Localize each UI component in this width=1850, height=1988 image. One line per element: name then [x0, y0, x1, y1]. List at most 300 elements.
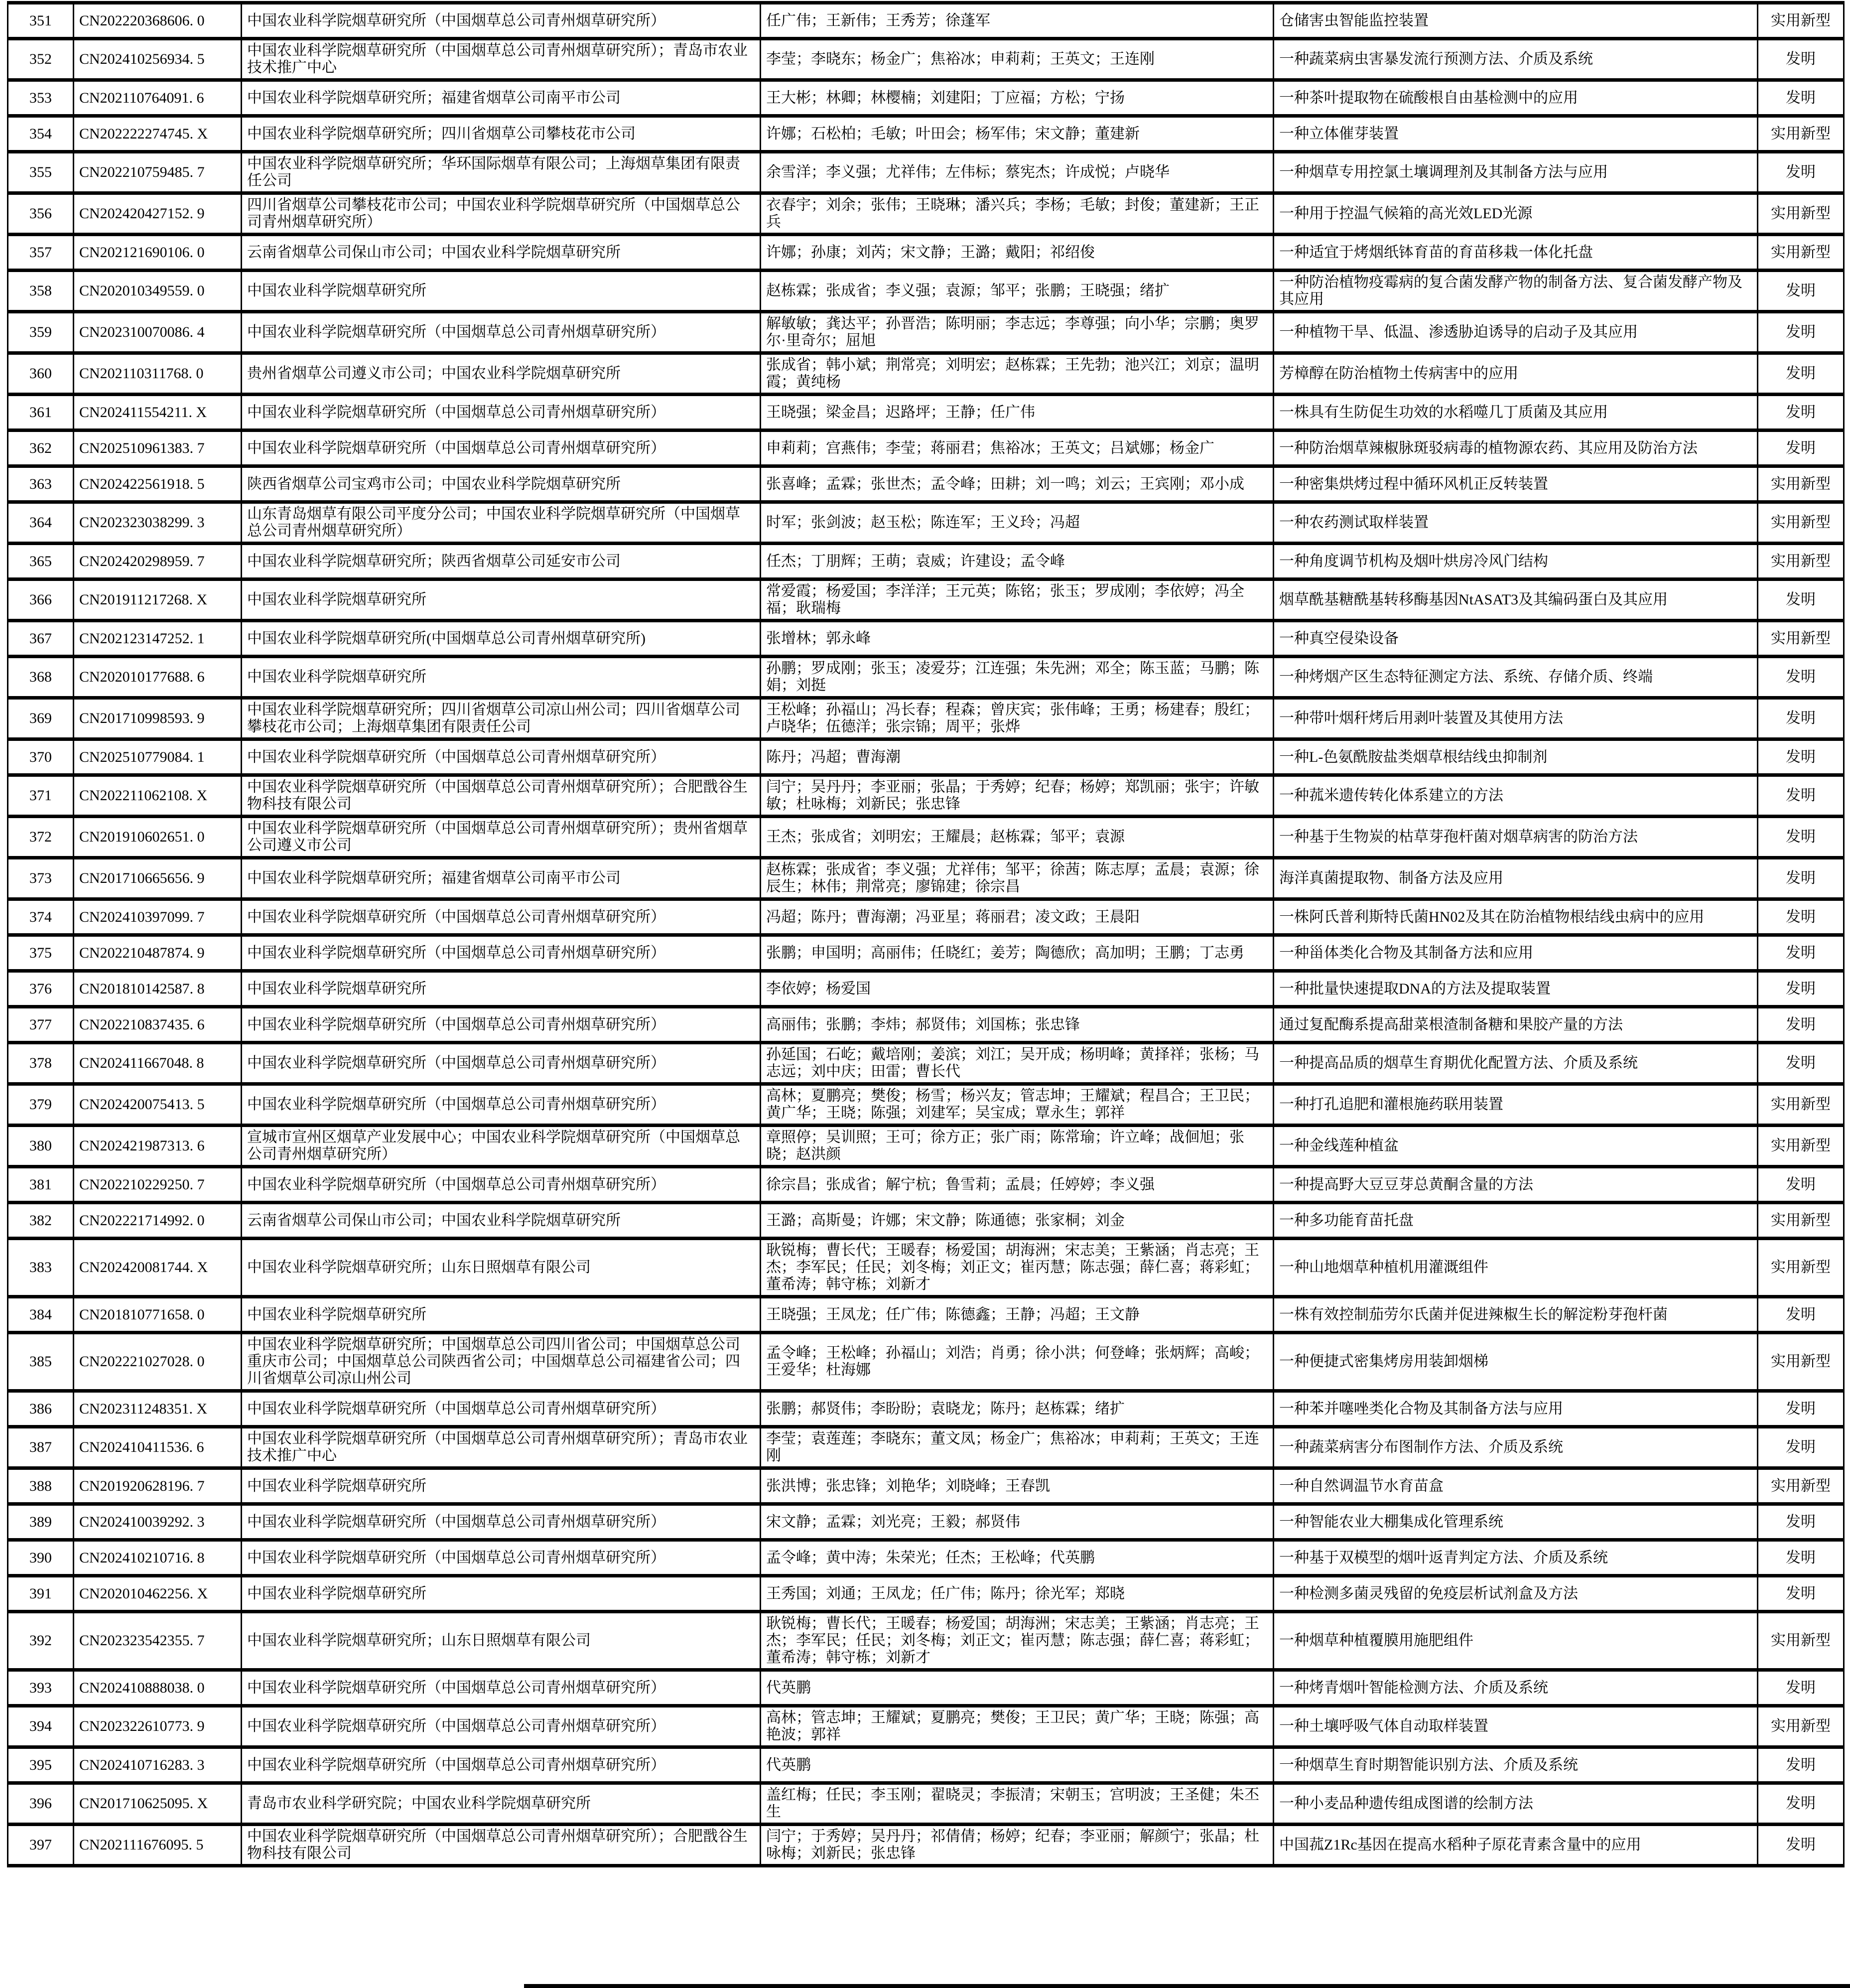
- patent-title-cell: 一种打孔追肥和灌根施药联用装置: [1274, 1084, 1758, 1126]
- patent-title-cell: 芳樟醇在防治植物土传病害中的应用: [1274, 353, 1758, 395]
- patent-type-cell: 发明: [1758, 395, 1844, 430]
- patent-title-cell: 一种烟草种植覆膜用施肥组件: [1274, 1612, 1758, 1670]
- applicant-cell: 中国农业科学院烟草研究所（中国烟草总公司青州烟草研究所）；合肥戬谷生物科技有限公司: [242, 1825, 761, 1866]
- applicant-cell: 中国农业科学院烟草研究所（中国烟草总公司青州烟草研究所）；合肥戬谷生物科技有限公司: [242, 775, 761, 817]
- patent-number-cell: CN201810142587. 8: [74, 971, 242, 1007]
- patent-number-cell: CN202222274745. X: [74, 116, 242, 152]
- serial-number-cell: 367: [8, 621, 74, 657]
- inventors-cell: 王松峰；孙福山；冯长春；程森；曾庆宾；张伟峰；王勇；杨建春；殷红；卢晓华；伍德洋；张宗锦；周平；张烨: [761, 698, 1274, 739]
- patent-number-cell: CN202410888038. 0: [74, 1670, 242, 1706]
- patent-number-cell: CN202210487874. 9: [74, 935, 242, 971]
- patent-type-cell: 发明: [1758, 1043, 1844, 1084]
- applicant-cell: 云南省烟草公司保山市公司；中国农业科学院烟草研究所: [242, 235, 761, 271]
- applicant-cell: 中国农业科学院烟草研究所: [242, 1468, 761, 1504]
- patent-title-cell: 一种用于控温气候箱的高光效LED光源: [1274, 193, 1758, 235]
- inventors-cell: 许娜；石松柏；毛敏；叶田会；杨军伟；宋文静；董建新: [761, 116, 1274, 152]
- patent-number-cell: CN202210229250. 7: [74, 1167, 242, 1203]
- patent-title-cell: 一种烤烟产区生态特征测定方法、系统、存储介质、终端: [1274, 657, 1758, 698]
- patent-type-cell: 实用新型: [1758, 193, 1844, 235]
- serial-number-cell: 365: [8, 544, 74, 579]
- patent-title-cell: 一种山地烟草种植机用灌溉组件: [1274, 1239, 1758, 1297]
- serial-number-cell: 356: [8, 193, 74, 235]
- applicant-cell: 中国农业科学院烟草研究所；中国烟草总公司四川省公司；中国烟草总公司重庆市公司；中国烟草总公司陕西省公司；中国烟草总公司福建省公司；四川省烟草公司凉山州公司: [242, 1333, 761, 1391]
- patent-type-cell: 实用新型: [1758, 502, 1844, 544]
- patent-title-cell: 一种金线莲种植盆: [1274, 1126, 1758, 1167]
- applicant-cell: 中国农业科学院烟草研究所；福建省烟草公司南平市公司: [242, 858, 761, 899]
- applicant-cell: 山东青岛烟草有限公司平度分公司；中国农业科学院烟草研究所（中国烟草总公司青州烟草研究所）: [242, 502, 761, 544]
- patent-title-cell: 一种基于双模型的烟叶返青判定方法、介质及系统: [1274, 1540, 1758, 1576]
- patent-type-cell: 实用新型: [1758, 1468, 1844, 1504]
- applicant-cell: 中国农业科学院烟草研究所（中国烟草总公司青州烟草研究所）: [242, 1747, 761, 1783]
- serial-number-cell: 351: [8, 3, 74, 39]
- inventors-cell: 时军；张剑波；赵玉松；陈连军；王义玲；冯超: [761, 502, 1274, 544]
- patent-number-cell: CN202111676095. 5: [74, 1825, 242, 1866]
- applicant-cell: 陕西省烟草公司宝鸡市公司；中国农业科学院烟草研究所: [242, 466, 761, 502]
- inventors-cell: 闫宁；吴丹丹；李亚丽；张晶；于秀婷；纪春；杨婷；郑凯丽；张宇；许敏敏；杜咏梅；刘新民；张忠锋: [761, 775, 1274, 817]
- patent-number-cell: CN202110311768. 0: [74, 353, 242, 395]
- table-row: [8, 3, 1844, 39]
- serial-number-cell: 357: [8, 235, 74, 271]
- patent-title-cell: 一种土壤呼吸气体自动取样装置: [1274, 1706, 1758, 1747]
- applicant-cell: 中国农业科学院烟草研究所（中国烟草总公司青州烟草研究所）: [242, 1007, 761, 1043]
- patent-title-cell: 一种菰米遗传转化体系建立的方法: [1274, 775, 1758, 817]
- patent-type-cell: 发明: [1758, 271, 1844, 312]
- table-row: [8, 116, 1844, 152]
- inventors-cell: 张喜峰；孟霖；张世杰；孟令峰；田耕；刘一鸣；刘云；王宾刚；邓小成: [761, 466, 1274, 502]
- patent-number-cell: CN202210837435. 6: [74, 1007, 242, 1043]
- patent-number-cell: CN202311248351. X: [74, 1391, 242, 1427]
- patent-number-cell: CN202310070086. 4: [74, 312, 242, 353]
- patent-number-cell: CN201920628196. 7: [74, 1468, 242, 1504]
- patent-title-cell: 一种适宜于烤烟纸钵育苗的育苗移栽一体化托盘: [1274, 235, 1758, 271]
- inventors-cell: 李依婷；杨爱国: [761, 971, 1274, 1007]
- patent-number-cell: CN202410716283. 3: [74, 1747, 242, 1783]
- inventors-cell: 解敏敏；龚达平；孙晋浩；陈明丽；李志远；李尊强；向小华；宗鹏；奥罗尔·里奇尔；屈旭: [761, 312, 1274, 353]
- inventors-cell: 任杰；丁朋辉；王萌；袁威；许建设；孟令峰: [761, 544, 1274, 579]
- serial-number-cell: 389: [8, 1504, 74, 1540]
- patent-type-cell: 实用新型: [1758, 1203, 1844, 1239]
- table-row: [8, 579, 1844, 621]
- inventors-cell: 王杰；张成省；刘明宏；王耀晨；赵栋霖；邹平；袁源: [761, 817, 1274, 858]
- patent-title-cell: 一种检测多菌灵残留的免疫层析试剂盒及方法: [1274, 1576, 1758, 1612]
- table-row: [8, 235, 1844, 271]
- serial-number-cell: 364: [8, 502, 74, 544]
- serial-number-cell: 354: [8, 116, 74, 152]
- table-row: [8, 544, 1844, 579]
- applicant-cell: 中国农业科学院烟草研究所（中国烟草总公司青州烟草研究所）: [242, 1540, 761, 1576]
- patent-type-cell: 实用新型: [1758, 466, 1844, 502]
- serial-number-cell: 362: [8, 430, 74, 466]
- serial-number-cell: 383: [8, 1239, 74, 1297]
- inventors-cell: 高林；管志坤；王耀斌；夏鹏亮；樊俊；王卫民；黄广华；王晓；陈强；高艳波；郭祥: [761, 1706, 1274, 1747]
- serial-number-cell: 373: [8, 858, 74, 899]
- patent-title-cell: 一种蔬菜病害分布图制作方法、介质及系统: [1274, 1427, 1758, 1468]
- patent-number-cell: CN202422561918. 5: [74, 466, 242, 502]
- table-row: [8, 353, 1844, 395]
- inventors-cell: 高丽伟；张鹏；李炜；郝贤伟；刘国栋；张忠锋: [761, 1007, 1274, 1043]
- serial-number-cell: 396: [8, 1783, 74, 1825]
- serial-number-cell: 353: [8, 80, 74, 116]
- applicant-cell: 中国农业科学院烟草研究所: [242, 579, 761, 621]
- serial-number-cell: 392: [8, 1612, 74, 1670]
- inventors-cell: 衣春宇；刘余；张伟；王晓琳；潘兴兵；李杨；毛敏；封俊；董建新；王正兵: [761, 193, 1274, 235]
- table-row: [8, 1333, 1844, 1391]
- patent-title-cell: 通过复配酶系提高甜菜根渣制备糖和果胶产量的方法: [1274, 1007, 1758, 1043]
- patent-title-cell: 一种提高品质的烟草生育期优化配置方法、介质及系统: [1274, 1043, 1758, 1084]
- patent-type-cell: 发明: [1758, 579, 1844, 621]
- patent-type-cell: 发明: [1758, 39, 1844, 80]
- applicant-cell: 云南省烟草公司保山市公司；中国农业科学院烟草研究所: [242, 1203, 761, 1239]
- patent-number-cell: CN202110764091. 6: [74, 80, 242, 116]
- serial-number-cell: 391: [8, 1576, 74, 1612]
- applicant-cell: 宣城市宣州区烟草产业发展中心；中国农业科学院烟草研究所（中国烟草总公司青州烟草研究所）: [242, 1126, 761, 1167]
- patent-type-cell: 发明: [1758, 971, 1844, 1007]
- table-row: [8, 971, 1844, 1007]
- patent-type-cell: 发明: [1758, 698, 1844, 739]
- patent-title-cell: 一种蔬菜病虫害暴发流行预测方法、介质及系统: [1274, 39, 1758, 80]
- inventors-cell: 徐宗昌；张成省；解宁杭；鲁雪莉；孟晨；任婷婷；李义强: [761, 1167, 1274, 1203]
- patent-type-cell: 实用新型: [1758, 116, 1844, 152]
- applicant-cell: 中国农业科学院烟草研究所: [242, 657, 761, 698]
- table-row: [8, 430, 1844, 466]
- inventors-cell: 王秀国；刘通；王凤龙；任广伟；陈丹；徐光军；郑晓: [761, 1576, 1274, 1612]
- serial-number-cell: 363: [8, 466, 74, 502]
- applicant-cell: 中国农业科学院烟草研究所（中国烟草总公司青州烟草研究所）；青岛市农业技术推广中心: [242, 39, 761, 80]
- patent-title-cell: 一种农药测试取样装置: [1274, 502, 1758, 544]
- table-row: [8, 1007, 1844, 1043]
- table-row: [8, 1167, 1844, 1203]
- serial-number-cell: 397: [8, 1825, 74, 1866]
- applicant-cell: 中国农业科学院烟草研究所: [242, 971, 761, 1007]
- patent-title-cell: 一种防治植物疫霉病的复合菌发酵产物的制备方法、复合菌发酵产物及其应用: [1274, 271, 1758, 312]
- table-row: [8, 817, 1844, 858]
- patent-title-cell: 一种小麦品种遗传组成图谱的绘制方法: [1274, 1783, 1758, 1825]
- applicant-cell: 中国农业科学院烟草研究所（中国烟草总公司青州烟草研究所）: [242, 1504, 761, 1540]
- serial-number-cell: 382: [8, 1203, 74, 1239]
- patent-number-cell: CN202221027028. 0: [74, 1333, 242, 1391]
- patent-number-cell: CN201810771658. 0: [74, 1297, 242, 1333]
- patent-number-cell: CN202410039292. 3: [74, 1504, 242, 1540]
- serial-number-cell: 381: [8, 1167, 74, 1203]
- table-row: [8, 312, 1844, 353]
- applicant-cell: 中国农业科学院烟草研究所；山东日照烟草有限公司: [242, 1612, 761, 1670]
- patent-table: [7, 1, 1845, 1867]
- table-row: [8, 466, 1844, 502]
- patent-number-cell: CN202410397099. 7: [74, 899, 242, 935]
- patent-type-cell: 发明: [1758, 739, 1844, 775]
- partial-next-row-border: [524, 1984, 1850, 1988]
- inventors-cell: 任广伟；王新伟；王秀芳；徐蓬军: [761, 3, 1274, 39]
- table-row: [8, 1043, 1844, 1084]
- serial-number-cell: 384: [8, 1297, 74, 1333]
- patent-type-cell: 发明: [1758, 1167, 1844, 1203]
- serial-number-cell: 395: [8, 1747, 74, 1783]
- patent-type-cell: 发明: [1758, 1427, 1844, 1468]
- serial-number-cell: 372: [8, 817, 74, 858]
- table-row: [8, 739, 1844, 775]
- patent-type-cell: 实用新型: [1758, 621, 1844, 657]
- inventors-cell: 高林；夏鹏亮；樊俊；杨雪；杨兴友；管志坤；王耀斌；程昌合；王卫民；黄广华；王晓；陈强；刘建军；吴宝成；覃永生；郭祥: [761, 1084, 1274, 1126]
- inventors-cell: 余雪洋；李义强；尤祥伟；左伟标；蔡宪杰；许成悦；卢晓华: [761, 152, 1274, 193]
- serial-number-cell: 377: [8, 1007, 74, 1043]
- patent-number-cell: CN201910602651. 0: [74, 817, 242, 858]
- patent-title-cell: 一种苯并噻唑类化合物及其制备方法与应用: [1274, 1391, 1758, 1427]
- applicant-cell: 中国农业科学院烟草研究所；山东日照烟草有限公司: [242, 1239, 761, 1297]
- patent-number-cell: CN202410256934. 5: [74, 39, 242, 80]
- table-row: [8, 1576, 1844, 1612]
- patent-number-cell: CN201710625095. X: [74, 1783, 242, 1825]
- patent-type-cell: 发明: [1758, 858, 1844, 899]
- table-row: [8, 1427, 1844, 1468]
- applicant-cell: 中国农业科学院烟草研究所；福建省烟草公司南平市公司: [242, 80, 761, 116]
- applicant-cell: 中国农业科学院烟草研究所（中国烟草总公司青州烟草研究所）: [242, 739, 761, 775]
- inventors-cell: 许娜；孙康；刘芮；宋文静；王潞；戴阳；祁绍俊: [761, 235, 1274, 271]
- table-row: [8, 271, 1844, 312]
- serial-number-cell: 370: [8, 739, 74, 775]
- inventors-cell: 宋文静；孟霖；刘光亮；王毅；郝贤伟: [761, 1504, 1274, 1540]
- applicant-cell: 中国农业科学院烟草研究所（中国烟草总公司青州烟草研究所）: [242, 1670, 761, 1706]
- table-row: [8, 657, 1844, 698]
- serial-number-cell: 358: [8, 271, 74, 312]
- inventors-cell: 李莹；袁莲莲；李晓东；董文凤；杨金广；焦裕冰；申莉莉；王英文；王连刚: [761, 1427, 1274, 1468]
- patent-number-cell: CN202121690106. 0: [74, 235, 242, 271]
- applicant-cell: 中国农业科学院烟草研究所（中国烟草总公司青州烟草研究所）: [242, 3, 761, 39]
- serial-number-cell: 379: [8, 1084, 74, 1126]
- inventors-cell: 王晓强；王凤龙；任广伟；陈德鑫；王静；冯超；王文静: [761, 1297, 1274, 1333]
- serial-number-cell: 359: [8, 312, 74, 353]
- patent-type-cell: 发明: [1758, 899, 1844, 935]
- patent-title-cell: 一种批量快速提取DNA的方法及提取装置: [1274, 971, 1758, 1007]
- patent-number-cell: CN202410411536. 6: [74, 1427, 242, 1468]
- patent-number-cell: CN201710998593. 9: [74, 698, 242, 739]
- serial-number-cell: 376: [8, 971, 74, 1007]
- patent-type-cell: 实用新型: [1758, 1084, 1844, 1126]
- applicant-cell: 青岛市农业科学研究院；中国农业科学院烟草研究所: [242, 1783, 761, 1825]
- table-row: [8, 899, 1844, 935]
- patent-number-cell: CN202211062108. X: [74, 775, 242, 817]
- inventors-cell: 常爱霞；杨爱国；李洋洋；王元英；陈铭；张玉；罗成刚；李依婷；冯全福；耿瑞梅: [761, 579, 1274, 621]
- table-row: [8, 1670, 1844, 1706]
- applicant-cell: 中国农业科学院烟草研究所（中国烟草总公司青州烟草研究所）: [242, 1043, 761, 1084]
- inventors-cell: 冯超；陈丹；曹海潮；冯亚星；蒋丽君；凌文政；王晨阳: [761, 899, 1274, 935]
- patent-number-cell: CN202322610773. 9: [74, 1706, 242, 1747]
- inventors-cell: 孟令峰；王松峰；孙福山；刘浩；肖勇；徐小洪；何登峰；张炳辉；高峻；王爱华；杜海娜: [761, 1333, 1274, 1391]
- applicant-cell: 中国农业科学院烟草研究所（中国烟草总公司青州烟草研究所）: [242, 1391, 761, 1427]
- patent-type-cell: 发明: [1758, 353, 1844, 395]
- patent-number-cell: CN202323542355. 7: [74, 1612, 242, 1670]
- serial-number-cell: 371: [8, 775, 74, 817]
- inventors-cell: 赵栋霖；张成省；李义强；尤祥伟；邹平；徐茜；陈志厚；孟晨；袁源；徐辰生；林伟；荆常亮；廖锦建；徐宗昌: [761, 858, 1274, 899]
- serial-number-cell: 369: [8, 698, 74, 739]
- inventors-cell: 张增林；郭永峰: [761, 621, 1274, 657]
- inventors-cell: 张鹏；申国明；高丽伟；任晓红；姜芳；陶德欣；高加明；王鹏；丁志勇: [761, 935, 1274, 971]
- patent-title-cell: 一种基于生物炭的枯草芽孢杆菌对烟草病害的防治方法: [1274, 817, 1758, 858]
- patent-number-cell: CN202411667048. 8: [74, 1043, 242, 1084]
- inventors-cell: 张鹏；郝贤伟；李盼盼；袁晓龙；陈丹；赵栋霖；绪扩: [761, 1391, 1274, 1427]
- applicant-cell: 中国农业科学院烟草研究所: [242, 1576, 761, 1612]
- patent-title-cell: 一种角度调节机构及烟叶烘房冷风门结构: [1274, 544, 1758, 579]
- inventors-cell: 孙延国；石屹；戴培刚；姜滨；刘江；吴开成；杨明峰；黄择祥；张杨；马志远；刘中庆；田雷；曹长代: [761, 1043, 1274, 1084]
- table-row: [8, 698, 1844, 739]
- table-row: [8, 1297, 1844, 1333]
- patent-type-cell: 实用新型: [1758, 1612, 1844, 1670]
- serial-number-cell: 378: [8, 1043, 74, 1084]
- table-row: [8, 1706, 1844, 1747]
- patent-type-cell: 发明: [1758, 775, 1844, 817]
- inventors-cell: 李莹；李晓东；杨金广；焦裕冰；申莉莉；王英文；王连刚: [761, 39, 1274, 80]
- patent-type-cell: 实用新型: [1758, 1333, 1844, 1391]
- applicant-cell: 四川省烟草公司攀枝花市公司；中国农业科学院烟草研究所（中国烟草总公司青州烟草研究所）: [242, 193, 761, 235]
- patent-title-cell: 仓储害虫智能监控装置: [1274, 3, 1758, 39]
- applicant-cell: 中国农业科学院烟草研究所: [242, 271, 761, 312]
- serial-number-cell: 352: [8, 39, 74, 80]
- patent-title-cell: 烟草酰基糖酰基转移酶基因NtASAT3及其编码蛋白及其应用: [1274, 579, 1758, 621]
- patent-type-cell: 发明: [1758, 312, 1844, 353]
- patent-number-cell: CN202411554211. X: [74, 395, 242, 430]
- inventors-cell: 盖红梅；任民；李玉刚；翟晓灵；李振清；宋朝玉；宫明波；王圣健；朱丕生: [761, 1783, 1274, 1825]
- table-row: [8, 39, 1844, 80]
- table-row: [8, 1126, 1844, 1167]
- patent-number-cell: CN202010177688. 6: [74, 657, 242, 698]
- inventors-cell: 张洪博；张忠锋；刘艳华；刘晓峰；王春凯: [761, 1468, 1274, 1504]
- patent-number-cell: CN202010462256. X: [74, 1576, 242, 1612]
- patent-type-cell: 实用新型: [1758, 1126, 1844, 1167]
- inventors-cell: 孙鹏；罗成刚；张玉；凌爱芬；江连强；朱先洲；邓全；陈玉蓝；马鹏；陈娟；刘挺: [761, 657, 1274, 698]
- patent-type-cell: 发明: [1758, 1297, 1844, 1333]
- inventors-cell: 申莉莉；宫燕伟；李莹；蒋丽君；焦裕冰；王英文；吕斌娜；杨金广: [761, 430, 1274, 466]
- patent-title-cell: 一种密集烘烤过程中循环风机正反转装置: [1274, 466, 1758, 502]
- patent-title-cell: 一种烤青烟叶智能检测方法、介质及系统: [1274, 1670, 1758, 1706]
- table-row: [8, 80, 1844, 116]
- table-row: [8, 1203, 1844, 1239]
- patent-title-cell: 一种植物干旱、低温、渗透胁迫诱导的启动子及其应用: [1274, 312, 1758, 353]
- inventors-cell: 陈丹；冯超；曹海潮: [761, 739, 1274, 775]
- inventors-cell: 王潞；高斯曼；许娜；宋文静；陈通德；张家桐；刘金: [761, 1203, 1274, 1239]
- patent-number-cell: CN202420075413. 5: [74, 1084, 242, 1126]
- patent-number-cell: CN202421987313. 6: [74, 1126, 242, 1167]
- table-row: [8, 1391, 1844, 1427]
- patent-title-cell: 一种真空侵染设备: [1274, 621, 1758, 657]
- patent-type-cell: 发明: [1758, 1670, 1844, 1706]
- table-row: [8, 1540, 1844, 1576]
- inventors-cell: 闫宁；于秀婷；吴丹丹；祁倩倩；杨婷；纪春；李亚丽；解颜宁；张晶；杜咏梅；刘新民；张忠锋: [761, 1825, 1274, 1866]
- serial-number-cell: 361: [8, 395, 74, 430]
- serial-number-cell: 374: [8, 899, 74, 935]
- table-row: [8, 775, 1844, 817]
- table-row: [8, 1468, 1844, 1504]
- patent-title-cell: 一种茶叶提取物在硫酸根自由基检测中的应用: [1274, 80, 1758, 116]
- serial-number-cell: 394: [8, 1706, 74, 1747]
- table-row: [8, 858, 1844, 899]
- patent-title-cell: 一种提高野大豆豆芽总黄酮含量的方法: [1274, 1167, 1758, 1203]
- table-row: [8, 621, 1844, 657]
- inventors-cell: 耿锐梅；曹长代；王暖春；杨爱国；胡海洲；宋志美；王紫涵；肖志亮；王杰；李军民；任民；刘冬梅；刘正文；崔丙慧；陈志强；薛仁喜；蒋彩虹；董希涛；韩守栋；刘新才: [761, 1612, 1274, 1670]
- table-row: [8, 1825, 1844, 1866]
- table-row: [8, 1783, 1844, 1825]
- patent-title-cell: 一株具有生防促生功效的水稻噬几丁质菌及其应用: [1274, 395, 1758, 430]
- inventors-cell: 王晓强；梁金昌；迟路坪；王静；任广伟: [761, 395, 1274, 430]
- applicant-cell: 中国农业科学院烟草研究所（中国烟草总公司青州烟草研究所）；贵州省烟草公司遵义市公司: [242, 817, 761, 858]
- patent-title-cell: 一种带叶烟秆烤后用剥叶装置及其使用方法: [1274, 698, 1758, 739]
- patent-type-cell: 发明: [1758, 1007, 1844, 1043]
- applicant-cell: 中国农业科学院烟草研究所（中国烟草总公司青州烟草研究所）: [242, 1084, 761, 1126]
- patent-type-cell: 发明: [1758, 1747, 1844, 1783]
- patent-number-cell: CN202420298959. 7: [74, 544, 242, 579]
- applicant-cell: 中国农业科学院烟草研究所（中国烟草总公司青州烟草研究所）: [242, 1167, 761, 1203]
- patent-type-cell: 发明: [1758, 1504, 1844, 1540]
- patent-type-cell: 发明: [1758, 1540, 1844, 1576]
- inventors-cell: 代英鹏: [761, 1747, 1274, 1783]
- patent-title-cell: 一种L-色氨酰胺盐类烟草根结线虫抑制剂: [1274, 739, 1758, 775]
- applicant-cell: 中国农业科学院烟草研究所: [242, 1297, 761, 1333]
- patent-title-cell: 海洋真菌提取物、制备方法及应用: [1274, 858, 1758, 899]
- patent-table-body: [8, 3, 1844, 1866]
- table-row: [8, 1747, 1844, 1783]
- patent-type-cell: 发明: [1758, 80, 1844, 116]
- patent-type-cell: 实用新型: [1758, 3, 1844, 39]
- patent-type-cell: 发明: [1758, 1576, 1844, 1612]
- patent-title-cell: 一种多功能育苗托盘: [1274, 1203, 1758, 1239]
- applicant-cell: 贵州省烟草公司遵义市公司；中国农业科学院烟草研究所: [242, 353, 761, 395]
- serial-number-cell: 380: [8, 1126, 74, 1167]
- patent-number-cell: CN202420427152. 9: [74, 193, 242, 235]
- applicant-cell: 中国农业科学院烟草研究所(中国烟草总公司青州烟草研究所): [242, 621, 761, 657]
- patent-title-cell: 一种立体催芽装置: [1274, 116, 1758, 152]
- serial-number-cell: 390: [8, 1540, 74, 1576]
- patent-number-cell: CN202510779084. 1: [74, 739, 242, 775]
- applicant-cell: 中国农业科学院烟草研究所；陕西省烟草公司延安市公司: [242, 544, 761, 579]
- patent-type-cell: 发明: [1758, 152, 1844, 193]
- patent-title-cell: 一种烟草专用控氯土壤调理剂及其制备方法与应用: [1274, 152, 1758, 193]
- patent-title-cell: 中国菰Z1Rc基因在提高水稻种子原花青素含量中的应用: [1274, 1825, 1758, 1866]
- patent-number-cell: CN202221714992. 0: [74, 1203, 242, 1239]
- table-row: [8, 935, 1844, 971]
- applicant-cell: 中国农业科学院烟草研究所（中国烟草总公司青州烟草研究所）: [242, 935, 761, 971]
- table-row: [8, 152, 1844, 193]
- inventors-cell: 赵栋霖；张成省；李义强；袁源；邹平；张鹏；王晓强；绪扩: [761, 271, 1274, 312]
- patent-type-cell: 发明: [1758, 1783, 1844, 1825]
- table-row: [8, 1612, 1844, 1670]
- patent-title-cell: 一种智能农业大棚集成化管理系统: [1274, 1504, 1758, 1540]
- patent-title-cell: 一株阿氏普利斯特氏菌HN02及其在防治植物根结线虫病中的应用: [1274, 899, 1758, 935]
- patent-title-cell: 一种甾体类化合物及其制备方法和应用: [1274, 935, 1758, 971]
- serial-number-cell: 360: [8, 353, 74, 395]
- inventors-cell: 王大彬；林卿；林樱楠；刘建阳；丁应福；方松；宁扬: [761, 80, 1274, 116]
- inventors-cell: 代英鹏: [761, 1670, 1274, 1706]
- patent-title-cell: 一种自然调温节水育苗盒: [1274, 1468, 1758, 1504]
- serial-number-cell: 385: [8, 1333, 74, 1391]
- inventors-cell: 章照停；吴训照；王可；徐方正；张广雨；陈常瑜；许立峰；战佪旭；张晓；赵洪颜: [761, 1126, 1274, 1167]
- patent-number-cell: CN201710665656. 9: [74, 858, 242, 899]
- patent-number-cell: CN202510961383. 7: [74, 430, 242, 466]
- table-row: [8, 1504, 1844, 1540]
- inventors-cell: 张成省；韩小斌；荆常亮；刘明宏；赵栋霖；王先勃；池兴江；刘京；温明霞；黄纯杨: [761, 353, 1274, 395]
- patent-title-cell: 一种烟草生育时期智能识别方法、介质及系统: [1274, 1747, 1758, 1783]
- patent-number-cell: CN202323038299. 3: [74, 502, 242, 544]
- patent-type-cell: 发明: [1758, 817, 1844, 858]
- applicant-cell: 中国农业科学院烟草研究所（中国烟草总公司青州烟草研究所）: [242, 430, 761, 466]
- patent-number-cell: CN202010349559. 0: [74, 271, 242, 312]
- serial-number-cell: 375: [8, 935, 74, 971]
- serial-number-cell: 393: [8, 1670, 74, 1706]
- patent-number-cell: CN202123147252. 1: [74, 621, 242, 657]
- patent-type-cell: 发明: [1758, 1391, 1844, 1427]
- applicant-cell: 中国农业科学院烟草研究所；四川省烟草公司攀枝花市公司: [242, 116, 761, 152]
- patent-type-cell: 发明: [1758, 935, 1844, 971]
- patent-title-cell: 一种便捷式密集烤房用装卸烟梯: [1274, 1333, 1758, 1391]
- applicant-cell: 中国农业科学院烟草研究所；四川省烟草公司凉山州公司；四川省烟草公司攀枝花市公司；上海烟草集团有限责任公司: [242, 698, 761, 739]
- patent-title-cell: 一种防治烟草辣椒脉斑驳病毒的植物源农药、其应用及防治方法: [1274, 430, 1758, 466]
